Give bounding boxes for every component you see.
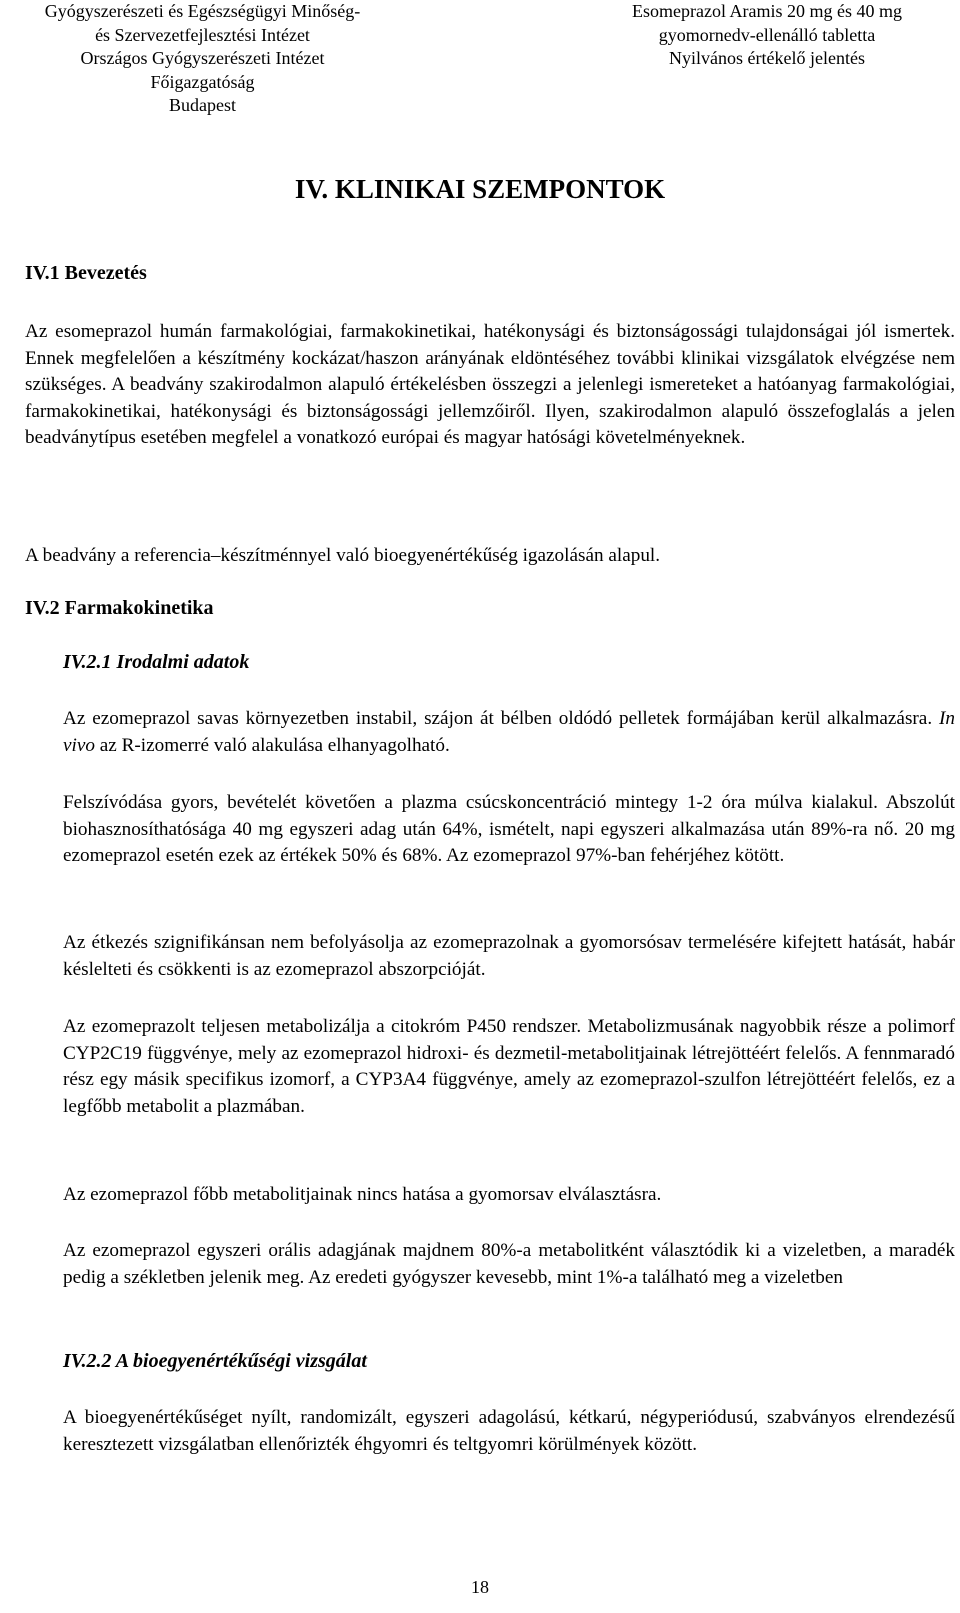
intro-paragraph-basis: A beadvány a referencia–készítménnyel való bioegyenértékűség igazolásán alapul. bbox=[25, 545, 661, 566]
header-left-line: Országos Gyógyszerészeti Intézet bbox=[80, 48, 325, 68]
subsection-heading-bioequivalence: IV.2.2 A bioegyenértékűségi vizsgálat bbox=[63, 1350, 367, 1372]
literature-paragraph-6: Az ezomeprazol egyszeri orális adagjának majdnem 80%-a metabolitként választódik ki a vizeletben, a maradék pedig a székletben jelenik meg. Az eredeti gyógyszer kevesebb, mint 1%-a található meg a vizeletben bbox=[63, 1240, 955, 1288]
text-run: Az ezomeprazol savas környezetben instabil, szájon át bélben oldódó pelletek formájában kerül alkalmazásra. bbox=[63, 708, 940, 729]
section-heading-pharmacokinetics: IV.2 Farmakokinetika bbox=[25, 597, 214, 619]
header-left-line: Főigazgatóság bbox=[150, 71, 255, 92]
page-number: 18 bbox=[471, 1577, 489, 1597]
literature-paragraph-1 bbox=[63, 706, 955, 759]
text-run: az R-izomerré való alakulása elhanyagolható. bbox=[94, 734, 450, 756]
header-left bbox=[25, 0, 380, 118]
literature-paragraph-3: Az étkezés szignifikánsan nem befolyásolja az ezomeprazolnak a gyomorsósav termelésére kifejtett hatását, habár késlelteti és csökkenti is az ezomeprazol abszorpcióját. bbox=[63, 932, 955, 980]
header-right-line: gyomornedv-ellenálló tabletta bbox=[658, 24, 876, 45]
header-left-line: és Szervezetfejlesztési Intézet bbox=[95, 24, 310, 45]
literature-paragraph-2: Felszívódása gyors, bevételét követően a plazma csúcskoncentráció mintegy 1-2 óra múlva kialakul. Abszolút biohasznosíthatósága 40 mg egyszeri adag után 64%, ismételt, napi egyszeri alkalmazása után 89%-ra nő. 20 mg ezomeprazol esetén ezek az értékek 50% és 68%. Az ezomeprazol 97%-ban fehérjéhez kötött. bbox=[63, 792, 955, 867]
intro-paragraph: Az esomeprazol humán farmakológiai, farmakokinetikai, hatékonysági és biztonságossági tulajdonságai jól ismertek. Ennek megfelelően a készítmény kockázat/haszon arányának eldöntéséhez további klinikai vizsgálatok elvégzése nem szükséges. A beadvány szakirodalmon alapuló értékelésben összegzi a jelenlegi ismereteket a hatóanyag farmakológiai, farmakokinetikai, hatékonysági és biztonságossági jellemzőiről. Ilyen, szakirodalmon alapuló összefoglalás a jelen beadványtípus esetében megfelel a vonatkozó európai és magyar hatósági követelményeknek. bbox=[25, 321, 955, 449]
literature-paragraph-5: Az ezomeprazol főbb metabolitjainak nincs hatása a gyomorsav elválasztásra. bbox=[63, 1184, 662, 1205]
header-right bbox=[622, 0, 912, 71]
header-left-line: Gyógyszerészeti és Egészségügyi Minőség- bbox=[44, 1, 361, 21]
header-left-line: Budapest bbox=[169, 95, 236, 115]
italic-term: In vivo bbox=[63, 708, 955, 756]
subsection-heading-literature: IV.2.1 Irodalmi adatok bbox=[63, 651, 250, 673]
bioequivalence-paragraph: A bioegyenértékűséget nyílt, randomizált, egyszeri adagolású, kétkarú, négyperiódusú, szabványos elrendezésű keresztezett vizsgálatban ellenőrizték éhgyomri és teltgyomri körülmények között. bbox=[63, 1407, 955, 1455]
header-right-line: Nyilvános értékelő jelentés bbox=[669, 48, 865, 68]
literature-paragraph-4: Az ezomeprazolt teljesen metabolizálja a citokróm P450 rendszer. Metabolizmusának nagyobbik része a polimorf CYP2C19 függvénye, mely az ezomeprazol hidroxi- és dezmetil-metabolitjainak létrejöttéért felelős. A fennmaradó rész egy másik specifikus izomorf, a CYP3A4 függvénye, amely az ezomeprazol-szulfon létrejöttéért felelős, ez a legfőbb metabolit a plazmában. bbox=[63, 1016, 955, 1117]
page-title: IV. KLINIKAI SZEMPONTOK bbox=[294, 174, 666, 204]
section-heading-intro: IV.1 Bevezetés bbox=[25, 262, 147, 284]
header-right-line: Esomeprazol Aramis 20 mg és 40 mg bbox=[632, 1, 902, 21]
